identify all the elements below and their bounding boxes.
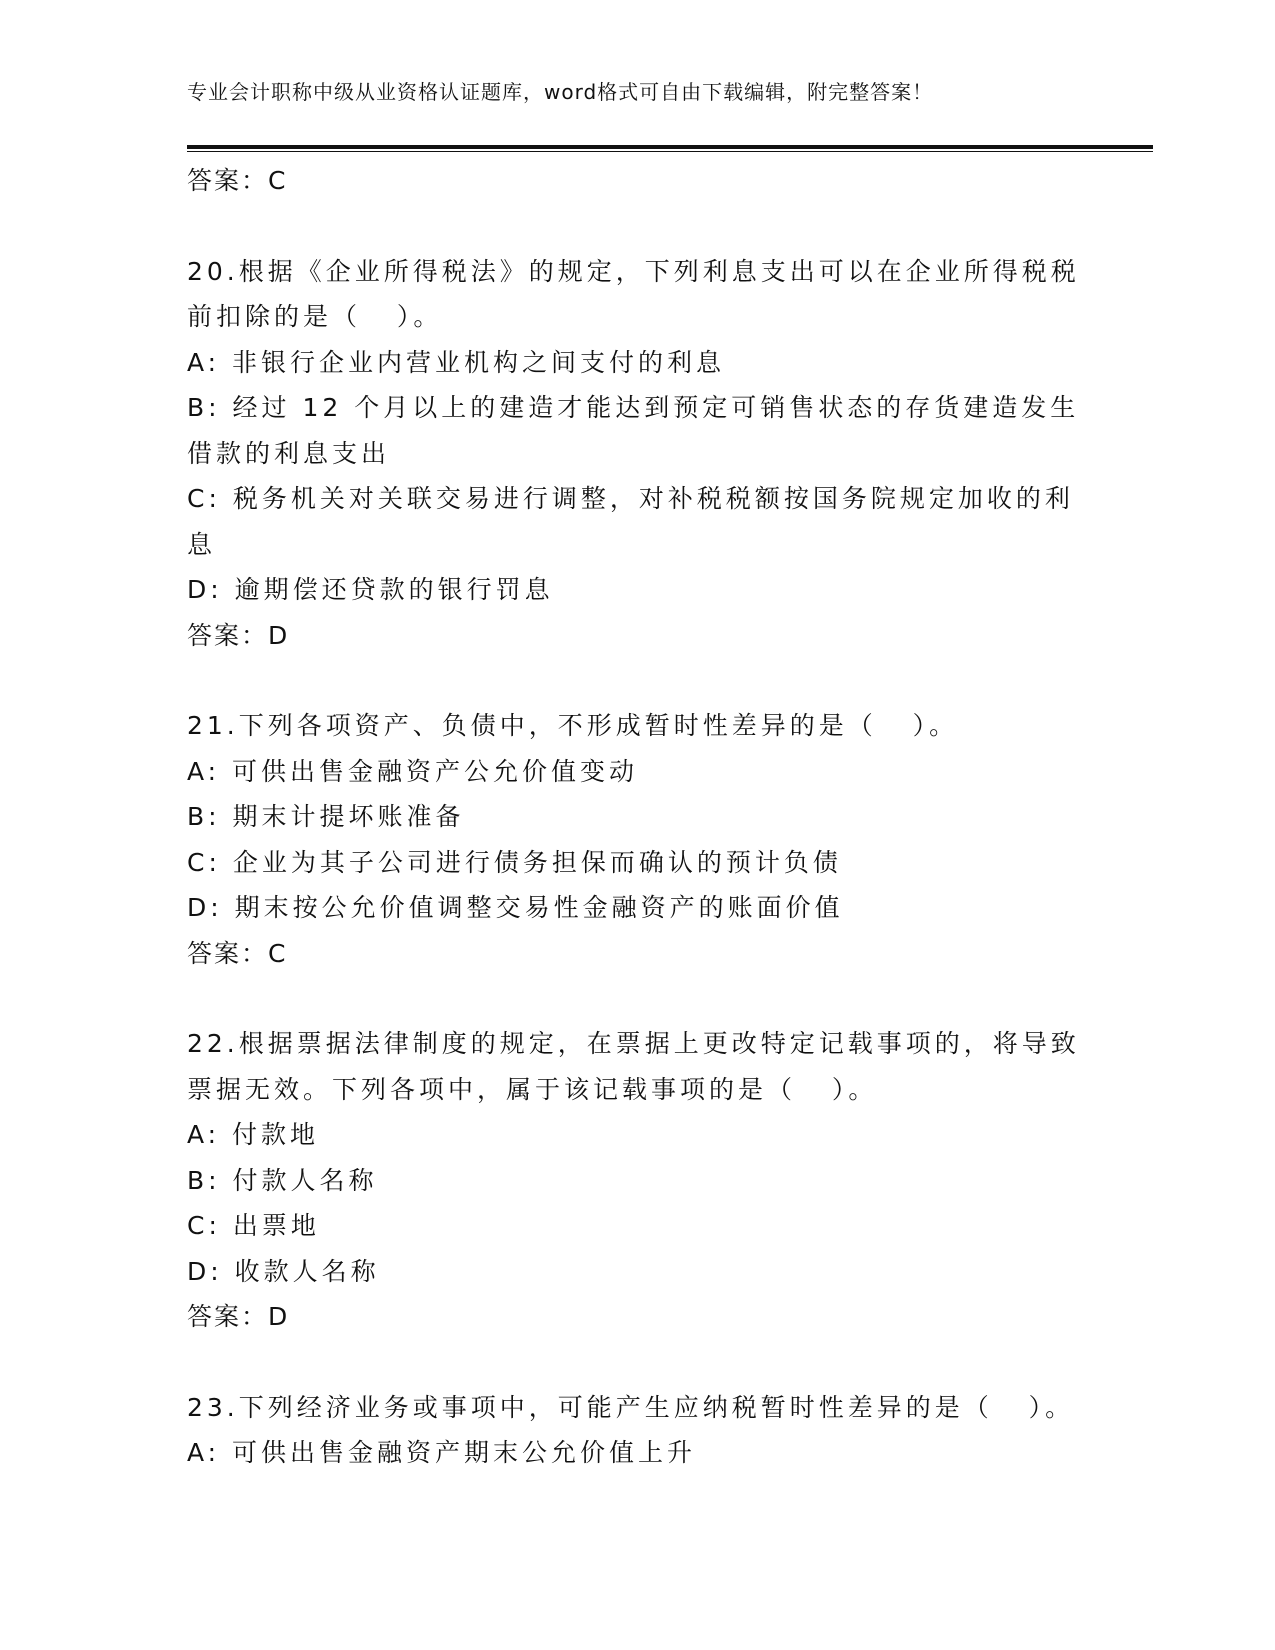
header-rule-thick: [187, 145, 1153, 149]
question-stem: 前扣除的是（ ）。: [187, 302, 443, 331]
option-d: D: 逾期偿还贷款的银行罚息: [187, 575, 554, 604]
answer-label: 答案：D: [187, 1302, 290, 1331]
option-b: B: 经过 12 个月以上的建造才能达到预定可销售状态的存货建造发生: [187, 393, 1080, 422]
option-a: A: 非银行企业内营业机构之间支付的利息: [187, 347, 726, 377]
option-d: D: 期末按公允价值调整交易性金融资产的账面价值: [187, 893, 844, 922]
option-c: C: 税务机关对关联交易进行调整，对补税税额按国务院规定加收的利: [187, 484, 1074, 513]
question-block: [187, 1021, 1087, 1340]
option-b: B: 付款人名称: [187, 1165, 378, 1195]
question-block: [187, 1385, 1087, 1476]
option-a: A: 付款地: [187, 1120, 320, 1149]
option-a: A: 可供出售金融资产期末公允价值上升: [187, 1438, 697, 1467]
page-header: 专业会计职称中级从业资格认证题库，word格式可自由下载编辑，附完整答案！: [187, 80, 934, 104]
answer-label: 答案：D: [187, 620, 290, 650]
question-content: [187, 158, 1087, 1476]
option-c: C: 企业为其子公司进行债务担保而确认的预计负债: [187, 847, 842, 877]
answer-label: 答案：C: [187, 938, 288, 968]
option-b-continued: 借款的利息支出: [187, 438, 391, 468]
question-block: [187, 703, 1087, 976]
question-stem: 23.下列经济业务或事项中，可能产生应纳税暂时性差异的是（ ）。: [187, 1392, 1075, 1422]
option-c-continued: 息: [187, 529, 217, 559]
spacer: [187, 204, 1087, 249]
spacer: [187, 1340, 1087, 1385]
question-stem: 20.根据《企业所得税法》的规定，下列利息支出可以在企业所得税税: [187, 256, 1080, 286]
option-c: C: 出票地: [187, 1211, 320, 1240]
spacer: [187, 976, 1087, 1021]
question-stem: 21.下列各项资产、负债中，不形成暂时性差异的是（ ）。: [187, 711, 959, 740]
option-b: B: 期末计提坏账准备: [187, 802, 465, 831]
option-a: A: 可供出售金融资产公允价值变动: [187, 756, 639, 786]
question-block: [187, 249, 1087, 659]
question-stem: 22.根据票据法律制度的规定，在票据上更改特定记载事项的，将导致: [187, 1029, 1080, 1058]
question-stem: 票据无效。下列各项中，属于该记载事项的是（ ）。: [187, 1074, 878, 1104]
header-rule-thin: [187, 151, 1153, 152]
spacer: [187, 658, 1087, 703]
answer-label: 答案：C: [187, 166, 288, 195]
option-d: D: 收款人名称: [187, 1256, 380, 1286]
